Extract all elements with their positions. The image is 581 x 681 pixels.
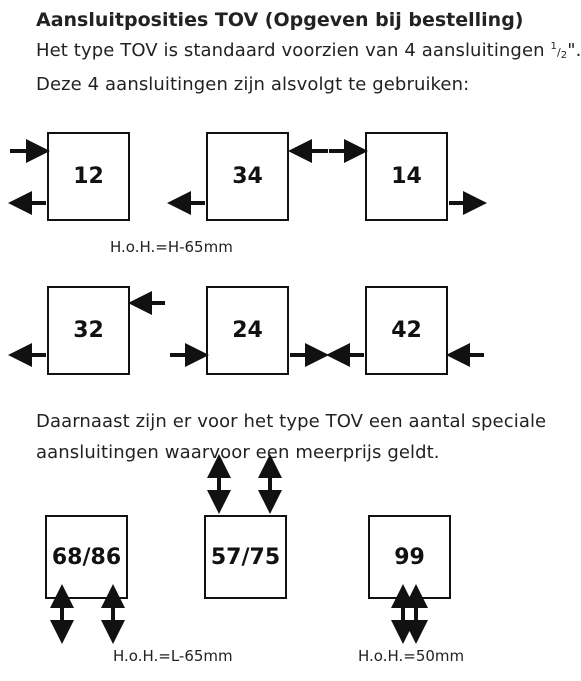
hoh-special-right-note: H.o.H.=50mm bbox=[358, 647, 465, 665]
connection-box-24: 24 bbox=[206, 286, 289, 375]
special-line-2: aansluitingen waarvoor een meerprijs geldt. bbox=[36, 442, 440, 463]
hoh-special-left-note: H.o.H.=L-65mm bbox=[113, 647, 233, 665]
connection-box-14: 14 bbox=[365, 132, 448, 221]
connection-box-34: 34 bbox=[206, 132, 289, 221]
connection-box-32: 32 bbox=[47, 286, 130, 375]
special-line-1: Daarnaast zijn er voor het type TOV een aantal speciale bbox=[36, 411, 547, 432]
intro-line-2: Deze 4 aansluitingen zijn alsvolgt te gebruiken: bbox=[36, 74, 470, 95]
connection-box-57-75: 57/75 bbox=[204, 515, 287, 599]
fraction-slash: / bbox=[556, 46, 561, 59]
connection-box-12: 12 bbox=[47, 132, 130, 221]
connection-box-42: 42 bbox=[365, 286, 448, 375]
connection-box-68-86: 68/86 bbox=[45, 515, 128, 599]
hoh-standard-note: H.o.H.=H-65mm bbox=[110, 238, 233, 256]
fraction-denominator: 2 bbox=[560, 50, 568, 61]
intro-line-1-suffix: ". bbox=[567, 40, 581, 61]
connection-box-99: 99 bbox=[368, 515, 451, 599]
fraction-numerator: 1 bbox=[550, 41, 557, 52]
page-title: Aansluitposities TOV (Opgeven bij bestelling) bbox=[36, 9, 524, 31]
intro-line-1-text: Het type TOV is standaard voorzien van 4 aansluitingen bbox=[36, 40, 551, 61]
